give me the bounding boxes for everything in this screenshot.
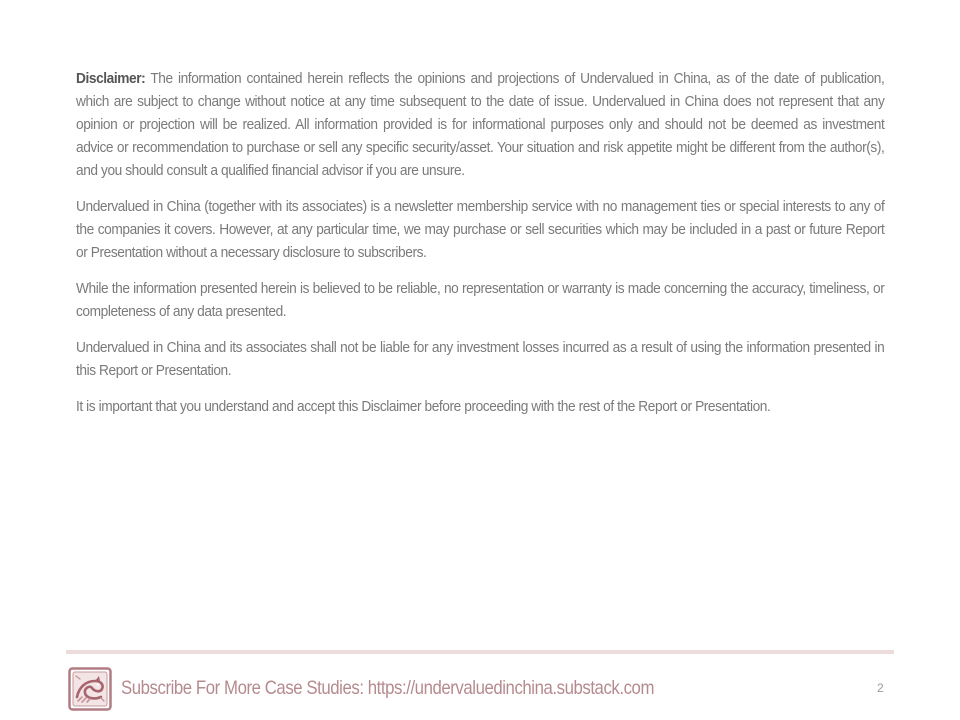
dragon-seal-icon [68,667,112,711]
disclaimer-body [76,68,884,432]
footer-divider [66,650,894,654]
subscribe-link[interactable]: Subscribe For More Case Studies: https://undervaluedinchina.substack.com [121,677,654,699]
disclaimer-paragraph-5: It is important that you understand and accept this Disclaimer before proceeding with the rest of the Report or Presentation. [76,399,771,415]
disclaimer-paragraph-1 [76,68,884,183]
disclaimer-paragraph-3: While the information presented herein is believed to be reliable, no representation or warranty is made concerning the accuracy, timeliness, or completeness of any data presented. [76,281,885,320]
disclaimer-lead: Disclaimer: [76,71,146,87]
disclaimer-paragraph-2: Undervalued in China (together with its associates) is a newsletter membership service with no management ties or special interests to any of the companies it covers. However, at any particular time, we may purchase or sell securities which may be included in a past or future Report or Presentation without a necessary disclosure to subscribers. [76,199,885,261]
page-number: 2 [877,681,884,695]
disclaimer-paragraph-4: Undervalued in China and its associates shall not be liable for any investment losses incurred as a result of using the information presented in this Report or Presentation. [76,340,885,379]
disclaimer-text-1: The information contained herein reflects the opinions and projections of Undervalued in China, as of the date of publication, which are subject to change without notice at any time subsequent to the date of issue. Undervalued in China does not represent that any opinion or projection will be realized. All information provided is for informational purposes only and should not be deemed as investment advice or recommendation to purchase or sell any specific security/asset. Your situation and risk appetite might be different from the author(s), and you should consult a qualified financial advisor if you are unsure. [76,71,885,179]
